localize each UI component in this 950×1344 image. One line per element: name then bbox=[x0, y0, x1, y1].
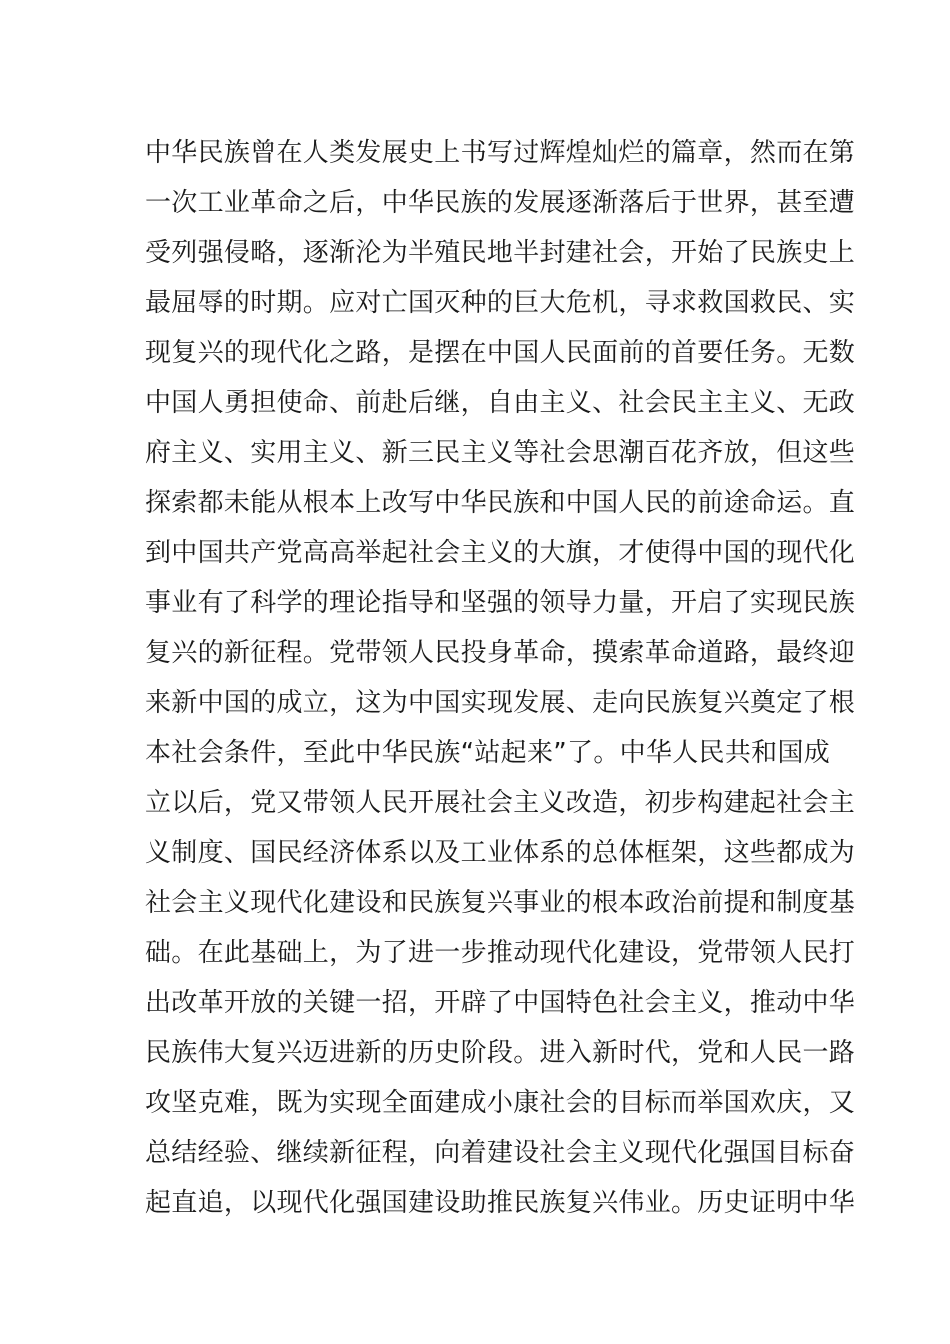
paragraph-line: 社会主义现代化建设和民族复兴事业的根本政治前提和制度基 bbox=[145, 888, 856, 918]
paragraph-line: 复兴的新征程。党带领人民投身革命，摸索革命道路，最终迎 bbox=[145, 638, 856, 668]
paragraph-line: 义制度、国民经济体系以及工业体系的总体框架，这些都成为 bbox=[145, 838, 856, 868]
paragraph-line: 受列强侵略，逐渐沦为半殖民地半封建社会，开始了民族史上 bbox=[145, 238, 856, 268]
paragraph-line: 事业有了科学的理论指导和坚强的领导力量，开启了实现民族 bbox=[145, 588, 856, 618]
paragraph-line: 民族伟大复兴迈进新的历史阶段。进入新时代，党和人民一路 bbox=[145, 1038, 856, 1068]
paragraph-line: 出改革开放的关键一招，开辟了中国特色社会主义，推动中华 bbox=[145, 988, 856, 1018]
paragraph-line: 一次工业革命之后，中华民族的发展逐渐落后于世界，甚至遭 bbox=[145, 188, 856, 218]
paragraph-line: 府主义、实用主义、新三民主义等社会思潮百花齐放，但这些 bbox=[145, 438, 856, 468]
paragraph-line: 现复兴的现代化之路，是摆在中国人民面前的首要任务。无数 bbox=[145, 338, 856, 368]
paragraph-line: 攻坚克难，既为实现全面建成小康社会的目标而举国欢庆，又 bbox=[145, 1088, 856, 1118]
paragraph-line: 来新中国的成立，这为中国实现发展、走向民族复兴奠定了根 bbox=[145, 688, 856, 718]
body-paragraph bbox=[145, 128, 856, 1228]
paragraph-line: 立以后，党又带领人民开展社会主义改造，初步构建起社会主 bbox=[145, 788, 856, 818]
paragraph-line: 总结经验、继续新征程，向着建设社会主义现代化强国目标奋 bbox=[145, 1138, 856, 1168]
paragraph-line: 中国人勇担使命、前赴后继，自由主义、社会民主主义、无政 bbox=[145, 388, 856, 418]
paragraph-line: 最屈辱的时期。应对亡国灭种的巨大危机，寻求救国救民、实 bbox=[145, 288, 856, 318]
paragraph-line: 起直追，以现代化强国建设助推民族复兴伟业。历史证明中华 bbox=[145, 1188, 856, 1218]
paragraph-line: 中华民族曾在人类发展史上书写过辉煌灿烂的篇章，然而在第 bbox=[145, 138, 856, 168]
paragraph-line: 本社会条件，至此中华民族“站起来”了。中华人民共和国成 bbox=[145, 738, 831, 768]
paragraph-line: 到中国共产党高高举起社会主义的大旗，才使得中国的现代化 bbox=[145, 538, 856, 568]
paragraph-line: 础。在此基础上，为了进一步推动现代化建设，党带领人民打 bbox=[145, 938, 856, 968]
paragraph-line: 探索都未能从根本上改写中华民族和中国人民的前途命运。直 bbox=[145, 488, 856, 518]
